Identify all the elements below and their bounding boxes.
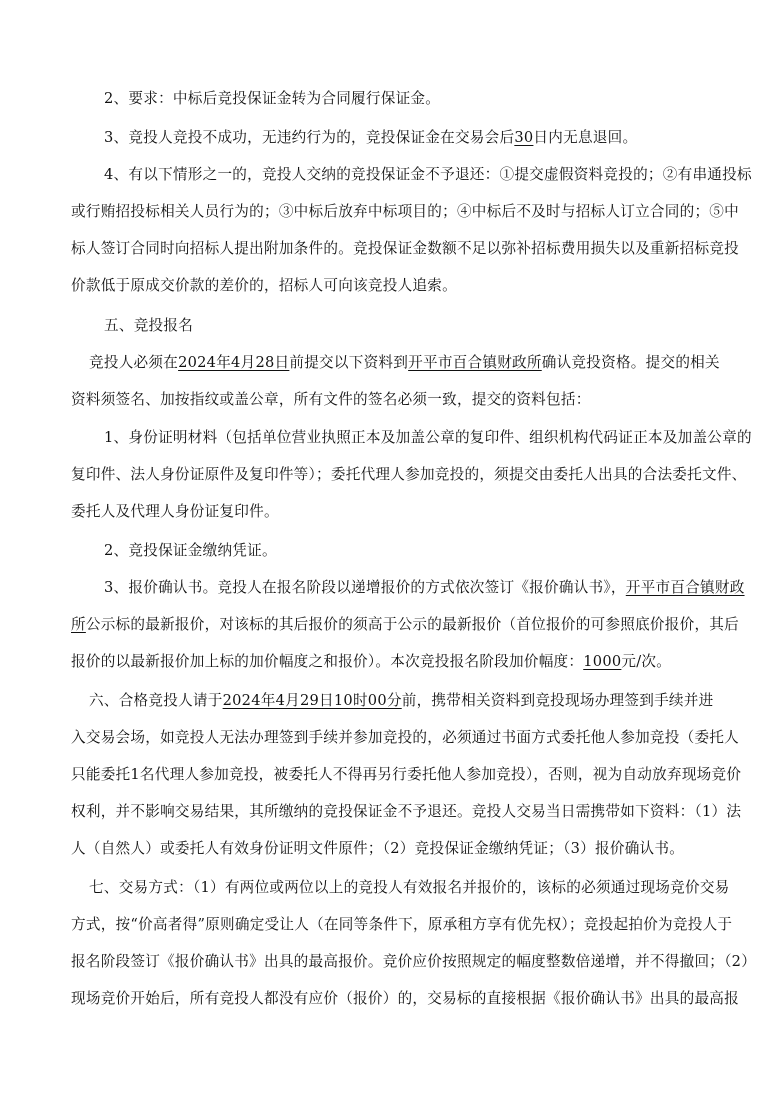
text-line	[0, 652, 777, 672]
text-line	[0, 89, 777, 109]
text-segment: 资料须签名、加按指纹或盖公章，所有文件的签名必须一致，提交的资料包括：	[71, 391, 591, 408]
text-segment: 报价的以最新报价加上标的加价幅度之和报价）。本次竞投报名阶段加价幅度：	[71, 653, 584, 670]
text-line	[0, 239, 777, 259]
text-line	[0, 691, 777, 711]
text-segment: 报名阶段签订《报价确认书》出具的最高报价。竞价应价按照规定的幅度整数倍递增，并不得撤回；（2）	[71, 953, 757, 970]
underlined-field: 2024年4月28日	[178, 354, 290, 371]
text-line	[0, 728, 777, 748]
underlined-field: 1000	[583, 653, 622, 670]
text-line	[0, 502, 777, 522]
text-line	[0, 465, 777, 485]
text-line	[0, 390, 777, 410]
underlined-field: 2024年4月29日10时00分	[222, 692, 402, 709]
underlined-field: 所	[71, 616, 86, 633]
text-segment: 公示标的最新报价，对该标的其后报价的须高于公示的最新报价（首位报价的可参照底价报价，其后	[85, 616, 739, 633]
text-line	[0, 952, 777, 972]
text-segment: 只能委托1名代理人参加竞投，被委托人不得再另行委托他人参加竞投），否则，视为自动放弃现场竞价	[71, 766, 742, 783]
underlined-field: 30	[514, 129, 534, 146]
text-segment: 入交易会场，如竞投人无法办理签到手续并参加竞投的，必须通过书面方式委托他人参加竞投（委托人	[71, 729, 739, 746]
text-line	[0, 128, 777, 148]
text-segment: 2、竞投保证金缴纳凭证。	[104, 542, 277, 559]
text-segment: 复印件、法人身份证原件及复印件等）；委托代理人参加竞投的，须提交由委托人出具的合法委托文件、	[71, 466, 747, 483]
text-line	[0, 915, 777, 935]
text-segment: 委托人及代理人身份证复印件。	[71, 503, 279, 520]
text-segment: 五、竞投报名	[104, 317, 194, 334]
text-segment: 日内无息退回。	[533, 129, 638, 146]
text-segment: 4、有以下情形之一的，竞投人交纳的竞投保证金不予退还：①提交虚假资料竞投的；②有串通投标	[104, 166, 752, 183]
text-line	[0, 428, 777, 448]
text-line	[0, 202, 777, 222]
text-line	[0, 353, 777, 373]
text-line	[0, 989, 777, 1009]
text-segment: 权利，并不影响交易结果，其所缴纳的竞投保证金不予退还。竞投人交易当日需携带如下资料：（1）法	[71, 803, 742, 820]
underlined-field: 开平市百合镇财政	[625, 579, 745, 596]
text-segment: 元/次。	[621, 653, 672, 670]
text-segment: 3、竞投人竞投不成功，无违约行为的，竞投保证金在交易会后	[104, 129, 515, 146]
text-line	[0, 839, 777, 859]
text-segment: 现场竞价开始后，所有竞投人都没有应价（报价）的，交易标的直接根据《报价确认书》出具的最高报	[71, 990, 739, 1007]
text-segment: 2、要求：中标后竞投保证金转为合同履行保证金。	[104, 90, 441, 107]
text-segment: 或行贿招投标相关人员行为的；③中标后放弃中标项目的；④中标后不及时与招标人订立合同的；⑤中	[71, 203, 739, 220]
text-segment: 标人签订合同时向招标人提出附加条件的。竞投保证金数额不足以弥补招标费用损失以及重新招标竞投	[71, 240, 739, 257]
text-line	[0, 165, 777, 185]
text-segment: 七、交易方式：（1）有两位或两位以上的竞投人有效报名并报价的，该标的必须通过现场竞价交易	[89, 879, 730, 896]
text-line	[0, 316, 777, 336]
text-line	[0, 615, 777, 635]
text-line	[0, 276, 777, 296]
text-segment: 前，携带相关资料到竞投现场办理签到手续并进	[401, 692, 714, 709]
text-segment: 3、报价确认书。竞投人在报名阶段以递增报价的方式依次签订《报价确认书》，	[104, 579, 626, 596]
text-line	[0, 541, 777, 561]
text-segment: 竞投人必须在	[89, 354, 179, 371]
text-line	[0, 578, 777, 598]
text-segment: 方式，按“价高者得”原则确定受让人（在同等条件下，原承租方享有优先权）；竞投起拍价为竞投人于	[71, 916, 733, 933]
text-segment: 六、合格竞投人请于	[89, 692, 223, 709]
underlined-field: 开平市百合镇财政所	[408, 354, 542, 371]
text-segment: 确认竞投资格。提交的相关	[541, 354, 720, 371]
text-segment: 价款低于原成交价款的差价的，招标人可向该竞投人追索。	[71, 277, 457, 294]
text-line	[0, 765, 777, 785]
text-line	[0, 878, 777, 898]
text-line	[0, 802, 777, 822]
text-segment: 1、身份证明材料（包括单位营业执照正本及加盖公章的复印件、组织机构代码证正本及加盖公章的	[104, 429, 752, 446]
text-segment: 前提交以下资料到	[289, 354, 409, 371]
text-segment: 人（自然人）或委托人有效身份证明文件原件；（2）竞投保证金缴纳凭证；（3）报价确认书。	[71, 840, 685, 857]
